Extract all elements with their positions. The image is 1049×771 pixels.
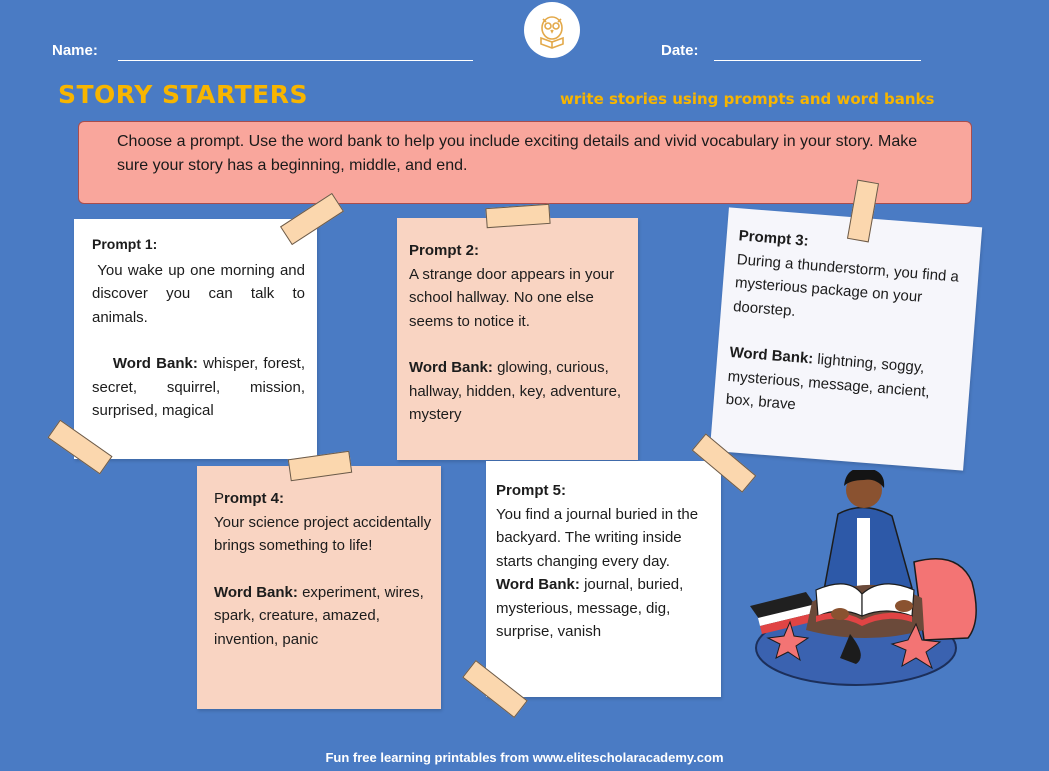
word-bank: Word Bank: experiment, wires, spark, creature, amazed, invention, panic bbox=[214, 583, 424, 648]
word-bank-label: Word Bank: bbox=[112, 355, 198, 372]
name-line[interactable] bbox=[118, 60, 473, 61]
word-bank-label: Word Bank: bbox=[496, 576, 580, 593]
prompt-card-2 bbox=[397, 218, 638, 460]
date-line[interactable] bbox=[714, 60, 921, 61]
page-title: STORY STARTERS bbox=[58, 80, 308, 109]
prompt-text: You find a journal buried in the backyard. The writing inside starts changing every day. bbox=[496, 505, 699, 570]
word-bank-label: Word Bank: bbox=[728, 343, 814, 368]
footer-text: Fun free learning printables from www.elitescholaracademy.com bbox=[325, 750, 724, 765]
date-label: Date: bbox=[661, 42, 699, 59]
prompt-card-1 bbox=[74, 219, 317, 459]
prompt-heading: Prompt 3: bbox=[738, 227, 810, 250]
page-subtitle: write stories using prompts and word banks bbox=[560, 90, 935, 108]
prompt-heading: Prompt 2: bbox=[409, 242, 480, 259]
word-bank: Word Bank: journal, buried, mysterious, message, dig, surprise, vanish bbox=[496, 576, 684, 640]
prompt-text: During a thunderstorm, you find a mysterious package on your doorstep. bbox=[732, 250, 960, 320]
prompt-card-5 bbox=[486, 461, 721, 697]
name-label: Name: bbox=[52, 42, 98, 59]
reading-child-illustration bbox=[736, 470, 1046, 700]
word-bank: Word Bank: whisper, forest, secret, squirrel, mission, surprised, magical bbox=[92, 355, 306, 419]
word-bank-label: Word Bank: bbox=[214, 583, 298, 601]
instructions-box bbox=[78, 121, 972, 204]
word-bank-label: Word Bank: bbox=[409, 359, 493, 376]
word-bank: Word Bank: glowing, curious, hallway, hidden, key, adventure, mystery bbox=[409, 359, 622, 423]
prompt-card-4 bbox=[197, 466, 441, 709]
prompt-card-3 bbox=[710, 207, 982, 470]
prompt-heading: Prompt 1: bbox=[92, 236, 158, 252]
prompt-text: A strange door appears in your school hallway. No one else seems to notice it. bbox=[409, 265, 615, 330]
prompt-text: Your science project accidentally brings something to life! bbox=[214, 513, 432, 554]
prompt-heading: Prompt 5: bbox=[496, 482, 567, 499]
word-bank: Word Bank: lightning, soggy, mysterious, message, ancient, box, brave bbox=[725, 343, 931, 414]
owl-logo-icon bbox=[524, 2, 580, 58]
instructions-text: Choose a prompt. Use the word bank to help you include exciting details and vivid vocabulary in your story. Make sure your story has a beginning, middle, and end. bbox=[117, 133, 918, 174]
prompt-text: You wake up one morning and discover you can talk to animals. bbox=[92, 261, 305, 326]
prompt-heading: Prompt 4: bbox=[214, 490, 285, 507]
